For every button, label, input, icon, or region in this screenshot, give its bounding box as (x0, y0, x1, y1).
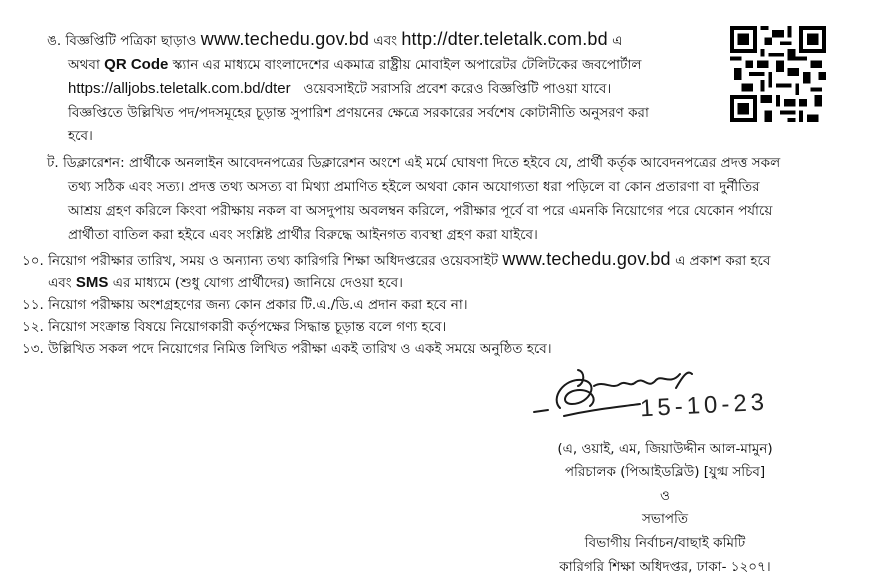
committee-name: বিভাগীয় নির্বাচন/বাছাই কমিটি (584, 535, 746, 551)
signature-date: 15-10-23 (639, 388, 769, 423)
office-address: কারিগরি শিক্ষা অধিদপ্তর, ঢাকা- ১২০৭। (559, 559, 771, 575)
item-ta-line-2: তথ্য সঠিক এবং সত্য। প্রদত্ত তথ্য অসত্য বা মিথ্যা প্রমাণিত হইলে অথবা কোন অযোগ্যতা ধরা পড়িলে বা কোন প্রতারণা বা দুর্নীতির (68, 179, 760, 195)
item-ta-line-1: ট. ডিক্লারেশন: প্রার্থীকে অনলাইন আবেদনপত্রের ডিক্লারেশন অংশে এই মর্মে ঘোষণা দিতে হইবে যে, প্রার্থী কর্তৃক আবেদনপত্রের প্রদত্ত সকল (47, 155, 781, 171)
techedu-link[interactable]: www.techedu.gov.bd (200, 29, 370, 49)
qr-code-label: QR Code (104, 56, 169, 73)
signatory-role: সভাপতি (641, 511, 689, 527)
sms-label: SMS (75, 274, 109, 291)
item-nga-line-2: অথবা QR Code স্ক্যান এর মাধ্যমে বাংলাদেশের একমাত্র রাষ্ট্রীয় মোবাইল অপারেটর টেলিটকের জবপোর্টাল (68, 56, 642, 73)
item-nga-line-5: হবে। (68, 128, 93, 144)
signatory-name: (এ, ওয়াই, এম, জিয়াউদ্দীন আল-মামুন) (557, 441, 773, 457)
item-nga-line-1: ঙ. বিজ্ঞপ্তিটি পত্রিকা ছাড়াও www.techedu.gov.bd এবং http://dter.teletalk.com.bd এ (47, 29, 623, 49)
signatory-title: পরিচালক (পিআইডব্লিউ) [যুগ্ম সচিব] (564, 464, 766, 480)
item-nga-line-4: বিজ্ঞপ্তিতে উল্লিখিত পদ/পদসমূহের চূড়ান্ত সুপারিশ প্রণয়নের ক্ষেত্রে সরকারের সর্বশেষ কোটানীতি অনুসরণ করা (68, 105, 649, 121)
item-10-line-1: ১০. নিয়োগ পরীক্ষার তারিখ, সময় ও অন্যান্য তথ্য কারিগরি শিক্ষা অধিদপ্তরের ওয়েবসাইট www.techedu.gov.bd এ প্রকাশ করা হবে (22, 249, 771, 269)
item-13: ১৩. উল্লিখিত সকল পদে নিয়োগের নিমিত্ত লিখিত পরীক্ষা একই তারিখ ও একই সময়ে অনুষ্ঠিত হবে। (22, 341, 552, 357)
item-nga-line-3: https://alljobs.teletalk.com.bd/dter ওয়েবসাইটে সরাসরি প্রবেশ করেও বিজ্ঞপ্তিটি পাওয়া যাবে। (68, 80, 612, 97)
alljobs-link[interactable]: https://alljobs.teletalk.com.bd/dter (68, 80, 291, 97)
conjunction: ও (660, 488, 670, 504)
techedu-link-2[interactable]: www.techedu.gov.bd (502, 249, 671, 269)
item-ta-line-3: আশ্রয় গ্রহণ করিলে কিংবা পরীক্ষায় নকল বা অসদুপায় অবলম্বন করিলে, পরীক্ষার পূর্বে বা পরে এমনকি নিয়োগের পরে যেকোন পর্যায়ে (68, 203, 773, 219)
qr-code-icon (730, 26, 826, 122)
teletalk-link[interactable]: http://dter.teletalk.com.bd (401, 29, 608, 49)
item-11: ১১. নিয়োগ পরীক্ষায় অংশগ্রহণের জন্য কোন প্রকার টি.এ./ডি.এ প্রদান করা হবে না। (22, 297, 468, 313)
item-12: ১২. নিয়োগ সংক্রান্ত বিষয়ে নিয়োগকারী কর্তৃপক্ষের সিদ্ধান্ত চূড়ান্ত বলে গণ্য হবে। (22, 319, 447, 335)
item-ta-line-4: প্রার্থীতা বাতিল করা হইবে এবং সংশ্লিষ্ট প্রার্থীর বিরুদ্ধে আইনগত ব্যবস্থা গ্রহণ করা যাইবে। (68, 227, 538, 243)
item-10-line-2: এবং SMS এর মাধ্যমে (শুধু যোগ্য প্রার্থীদের) জানিয়ে দেওয়া হবে। (48, 274, 403, 291)
